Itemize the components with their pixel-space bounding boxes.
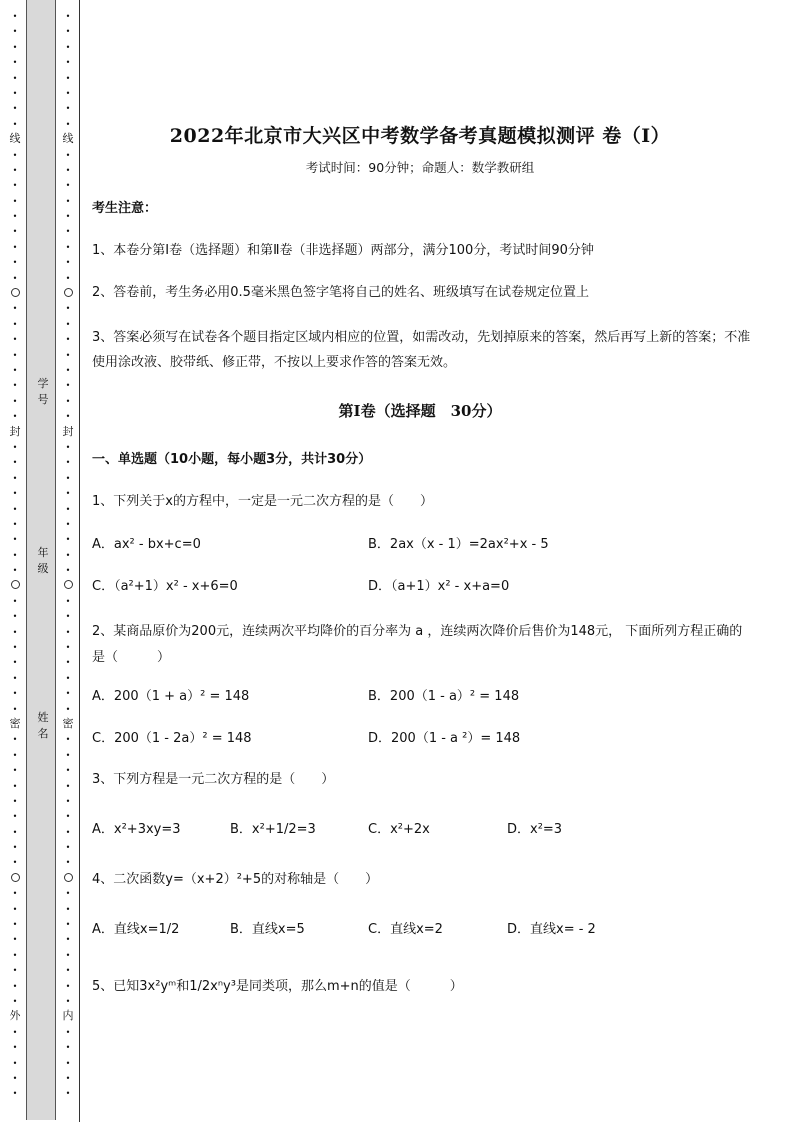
outer-dot <box>13 793 18 808</box>
question-3-option-b: B．x²+1/2=3 <box>230 822 316 837</box>
inner-dot <box>66 516 71 531</box>
outer-dot <box>13 39 18 54</box>
outer-dot <box>13 439 18 454</box>
outer-cut-mark: 封 <box>9 424 21 438</box>
inner-dot <box>66 408 71 423</box>
outer-dot <box>13 778 18 793</box>
outer-dot <box>13 685 18 700</box>
inner-dot <box>66 177 71 192</box>
outer-dot <box>13 931 18 946</box>
question-3-stem: 3、下列方程是一元二次方程的是（ ） <box>92 772 335 787</box>
outer-dot <box>13 393 18 408</box>
inner-dot <box>66 239 71 254</box>
outer-dot <box>13 1024 18 1039</box>
inner-dot <box>66 470 71 485</box>
inner-dot <box>66 901 71 916</box>
outer-dot <box>13 562 18 577</box>
question-2-option-a: A．200（1 + a）² = 148 <box>92 689 250 704</box>
inner-dot <box>66 362 71 377</box>
inner-dot <box>66 270 71 285</box>
outer-dot <box>13 1039 18 1054</box>
question-4-option-a: A．直线x=1/2 <box>92 922 180 937</box>
inner-dot <box>66 193 71 208</box>
inner-dot <box>66 454 71 469</box>
question-2-option-b: B．200（1 - a）² = 148 <box>368 689 520 704</box>
inner-circle-mark <box>64 870 73 885</box>
inner-dot <box>66 54 71 69</box>
inner-dot <box>66 793 71 808</box>
inner-cut-mark: 线 <box>62 132 74 146</box>
notice-item-2: 2、答卷前，考生务必用0.5毫米黑色签字笔将自己的姓名、班级填写在试卷规定位置上 <box>92 285 589 300</box>
outer-dot <box>13 531 18 546</box>
outer-dot <box>13 270 18 285</box>
inner-dot <box>66 1055 71 1070</box>
question-4-option-c: C．直线x=2 <box>368 922 443 937</box>
inner-cut-mark: 内 <box>62 1009 74 1023</box>
question-4-option-d: D．直线x= - 2 <box>507 922 596 937</box>
inner-dot <box>66 931 71 946</box>
outer-dot <box>13 485 18 500</box>
outer-dot <box>13 223 18 238</box>
question-4-option-b: B．直线x=5 <box>230 922 305 937</box>
inner-dot <box>66 731 71 746</box>
outer-cut-mark: 线 <box>9 132 21 146</box>
outer-dot <box>13 501 18 516</box>
outer-dot <box>13 1085 18 1100</box>
notice-item-3: 3、答案必须写在试卷各个题目指定区域内相应的位置，如需改动，先划掉原来的答案，然后再写上新的答案；不准使用涂改液、胶带纸、修正带，不按以上要求作答的答案无效。 <box>92 330 751 370</box>
outer-dot <box>13 116 18 131</box>
notice-item-1: 1、本卷分第Ⅰ卷（选择题）和第Ⅱ卷（非选择题）两部分，满分100分，考试时间90分钟 <box>92 243 594 258</box>
outer-dot <box>13 747 18 762</box>
outer-dot <box>13 208 18 223</box>
outer-dot <box>13 824 18 839</box>
inner-dot <box>66 947 71 962</box>
inner-dot <box>66 608 71 623</box>
outer-dot <box>13 8 18 23</box>
outer-dot <box>13 947 18 962</box>
outer-dot <box>13 470 18 485</box>
inner-dot <box>66 377 71 392</box>
inner-dot <box>66 916 71 931</box>
inner-dot <box>66 685 71 700</box>
inner-dot <box>66 808 71 823</box>
inner-dot <box>66 208 71 223</box>
question-2-stem: 2、某商品原价为200元，连续两次平均降价的百分率为 a ，连续两次降价后售价为148元， 下面所列方程正确的是（ ） <box>92 624 743 665</box>
inner-dot <box>66 331 71 346</box>
outer-circle-mark <box>11 285 20 300</box>
outer-dot <box>13 300 18 315</box>
outer-dot <box>13 147 18 162</box>
circle-icon <box>64 580 73 589</box>
outer-dot <box>13 808 18 823</box>
outer-dot <box>13 162 18 177</box>
outer-dot <box>13 639 18 654</box>
outer-dot <box>13 177 18 192</box>
inner-dot <box>66 116 71 131</box>
question-2-option-c: C．200（1 - 2a）² = 148 <box>92 731 252 746</box>
outer-dot <box>13 23 18 38</box>
exam-subtitle: 考试时间：90分钟；命题人：数学教研组 <box>305 160 535 175</box>
inner-dot <box>66 962 71 977</box>
inner-dot <box>66 254 71 269</box>
outer-dot <box>13 654 18 669</box>
inner-dot-column <box>62 8 74 1101</box>
inner-dot <box>66 778 71 793</box>
binding-line <box>79 0 80 1122</box>
inner-cut-mark: 密 <box>62 716 74 730</box>
outer-circle-mark <box>11 577 20 592</box>
inner-dot <box>66 654 71 669</box>
outer-dot <box>13 377 18 392</box>
circle-icon <box>11 873 20 882</box>
outer-dot <box>13 516 18 531</box>
inner-circle-mark <box>64 285 73 300</box>
inner-dot <box>66 562 71 577</box>
question-2-option-d: D．200（1 - a ²）= 148 <box>368 731 521 746</box>
inner-dot <box>66 1085 71 1100</box>
inner-dot <box>66 393 71 408</box>
outer-dot <box>13 593 18 608</box>
inner-dot <box>66 1039 71 1054</box>
inner-dot <box>66 701 71 716</box>
outer-dot-column <box>9 8 21 1101</box>
inner-dot <box>66 147 71 162</box>
inner-dot <box>66 993 71 1008</box>
outer-dot <box>13 916 18 931</box>
outer-dot <box>13 193 18 208</box>
question-1-stem: 1、下列关于x的方程中，一定是一元二次方程的是（ ） <box>92 494 433 509</box>
inner-dot <box>66 593 71 608</box>
outer-dot <box>13 962 18 977</box>
inner-dot <box>66 885 71 900</box>
inner-dot <box>66 978 71 993</box>
question-1-option-a: A．ax² - bx+c=0 <box>92 537 201 552</box>
inner-dot <box>66 1070 71 1085</box>
outer-dot <box>13 885 18 900</box>
outer-dot <box>13 762 18 777</box>
inner-dot <box>66 85 71 100</box>
inner-dot <box>66 439 71 454</box>
outer-dot <box>13 901 18 916</box>
outer-dot <box>13 454 18 469</box>
outer-dot <box>13 608 18 623</box>
inner-dot <box>66 1024 71 1039</box>
question-1-option-b: B．2ax（x - 1）=2ax²+x - 5 <box>368 537 549 552</box>
outer-circle-mark <box>11 870 20 885</box>
inner-dot <box>66 347 71 362</box>
outer-dot <box>13 670 18 685</box>
outer-dot <box>13 331 18 346</box>
inner-dot <box>66 316 71 331</box>
inner-dot <box>66 485 71 500</box>
inner-dot <box>66 670 71 685</box>
circle-icon <box>11 580 20 589</box>
outer-dot <box>13 839 18 854</box>
part-one-title: 第Ⅰ卷（选择题 30分） <box>338 402 502 420</box>
inner-dot <box>66 223 71 238</box>
outer-cut-mark: 外 <box>9 1009 21 1023</box>
inner-dot <box>66 747 71 762</box>
inner-dot <box>66 531 71 546</box>
inner-dot <box>66 70 71 85</box>
outer-dot <box>13 362 18 377</box>
outer-dot <box>13 993 18 1008</box>
outer-dot <box>13 731 18 746</box>
inner-dot <box>66 8 71 23</box>
inner-dot <box>66 547 71 562</box>
circle-icon <box>11 288 20 297</box>
outer-dot <box>13 54 18 69</box>
inner-circle-mark <box>64 577 73 592</box>
inner-dot <box>66 839 71 854</box>
inner-dot <box>66 39 71 54</box>
inner-dot <box>66 162 71 177</box>
question-1-option-d: D．（a+1）x² - x+a=0 <box>368 579 510 594</box>
section-heading: 一、单选题（10小题，每小题3分，共计30分） <box>92 452 372 467</box>
outer-dot <box>13 408 18 423</box>
name-label: 姓名 <box>37 711 49 740</box>
outer-dot <box>13 70 18 85</box>
circle-icon <box>64 873 73 882</box>
outer-dot <box>13 254 18 269</box>
outer-dot <box>13 316 18 331</box>
exam-title: 2022年北京市大兴区中考数学备考真题模拟测评 卷（Ⅰ） <box>169 125 671 147</box>
outer-dot <box>13 854 18 869</box>
outer-dot <box>13 85 18 100</box>
inner-dot <box>66 762 71 777</box>
question-5-stem: 5、已知3x²yᵐ和1/2xⁿy³是同类项，那么m+n的值是（ ） <box>92 979 463 994</box>
notice-heading: 考生注意： <box>92 201 158 216</box>
inner-dot <box>66 624 71 639</box>
question-3-option-a: A．x²+3xy=3 <box>92 822 181 837</box>
inner-cut-mark: 封 <box>62 424 74 438</box>
outer-dot <box>13 1070 18 1085</box>
question-4-stem: 4、二次函数y=（x+2）²+5的对称轴是（ ） <box>92 872 379 887</box>
outer-dot <box>13 624 18 639</box>
inner-dot <box>66 23 71 38</box>
question-1-option-c: C．（a²+1）x² - x+6=0 <box>92 579 238 594</box>
question-3-option-d: D．x²=3 <box>507 822 563 837</box>
question-3-option-c: C．x²+2x <box>368 822 430 837</box>
outer-dot <box>13 978 18 993</box>
inner-dot <box>66 501 71 516</box>
inner-dot <box>66 639 71 654</box>
outer-dot <box>13 100 18 115</box>
inner-dot <box>66 100 71 115</box>
inner-dot <box>66 854 71 869</box>
inner-dot <box>66 300 71 315</box>
circle-icon <box>64 288 73 297</box>
outer-cut-mark: 密 <box>9 716 21 730</box>
outer-dot <box>13 701 18 716</box>
inner-dot <box>66 824 71 839</box>
outer-dot <box>13 1055 18 1070</box>
student-id-label: 学号 <box>37 377 49 406</box>
outer-dot <box>13 239 18 254</box>
grade-label: 年级 <box>37 546 49 575</box>
outer-dot <box>13 547 18 562</box>
outer-dot <box>13 347 18 362</box>
